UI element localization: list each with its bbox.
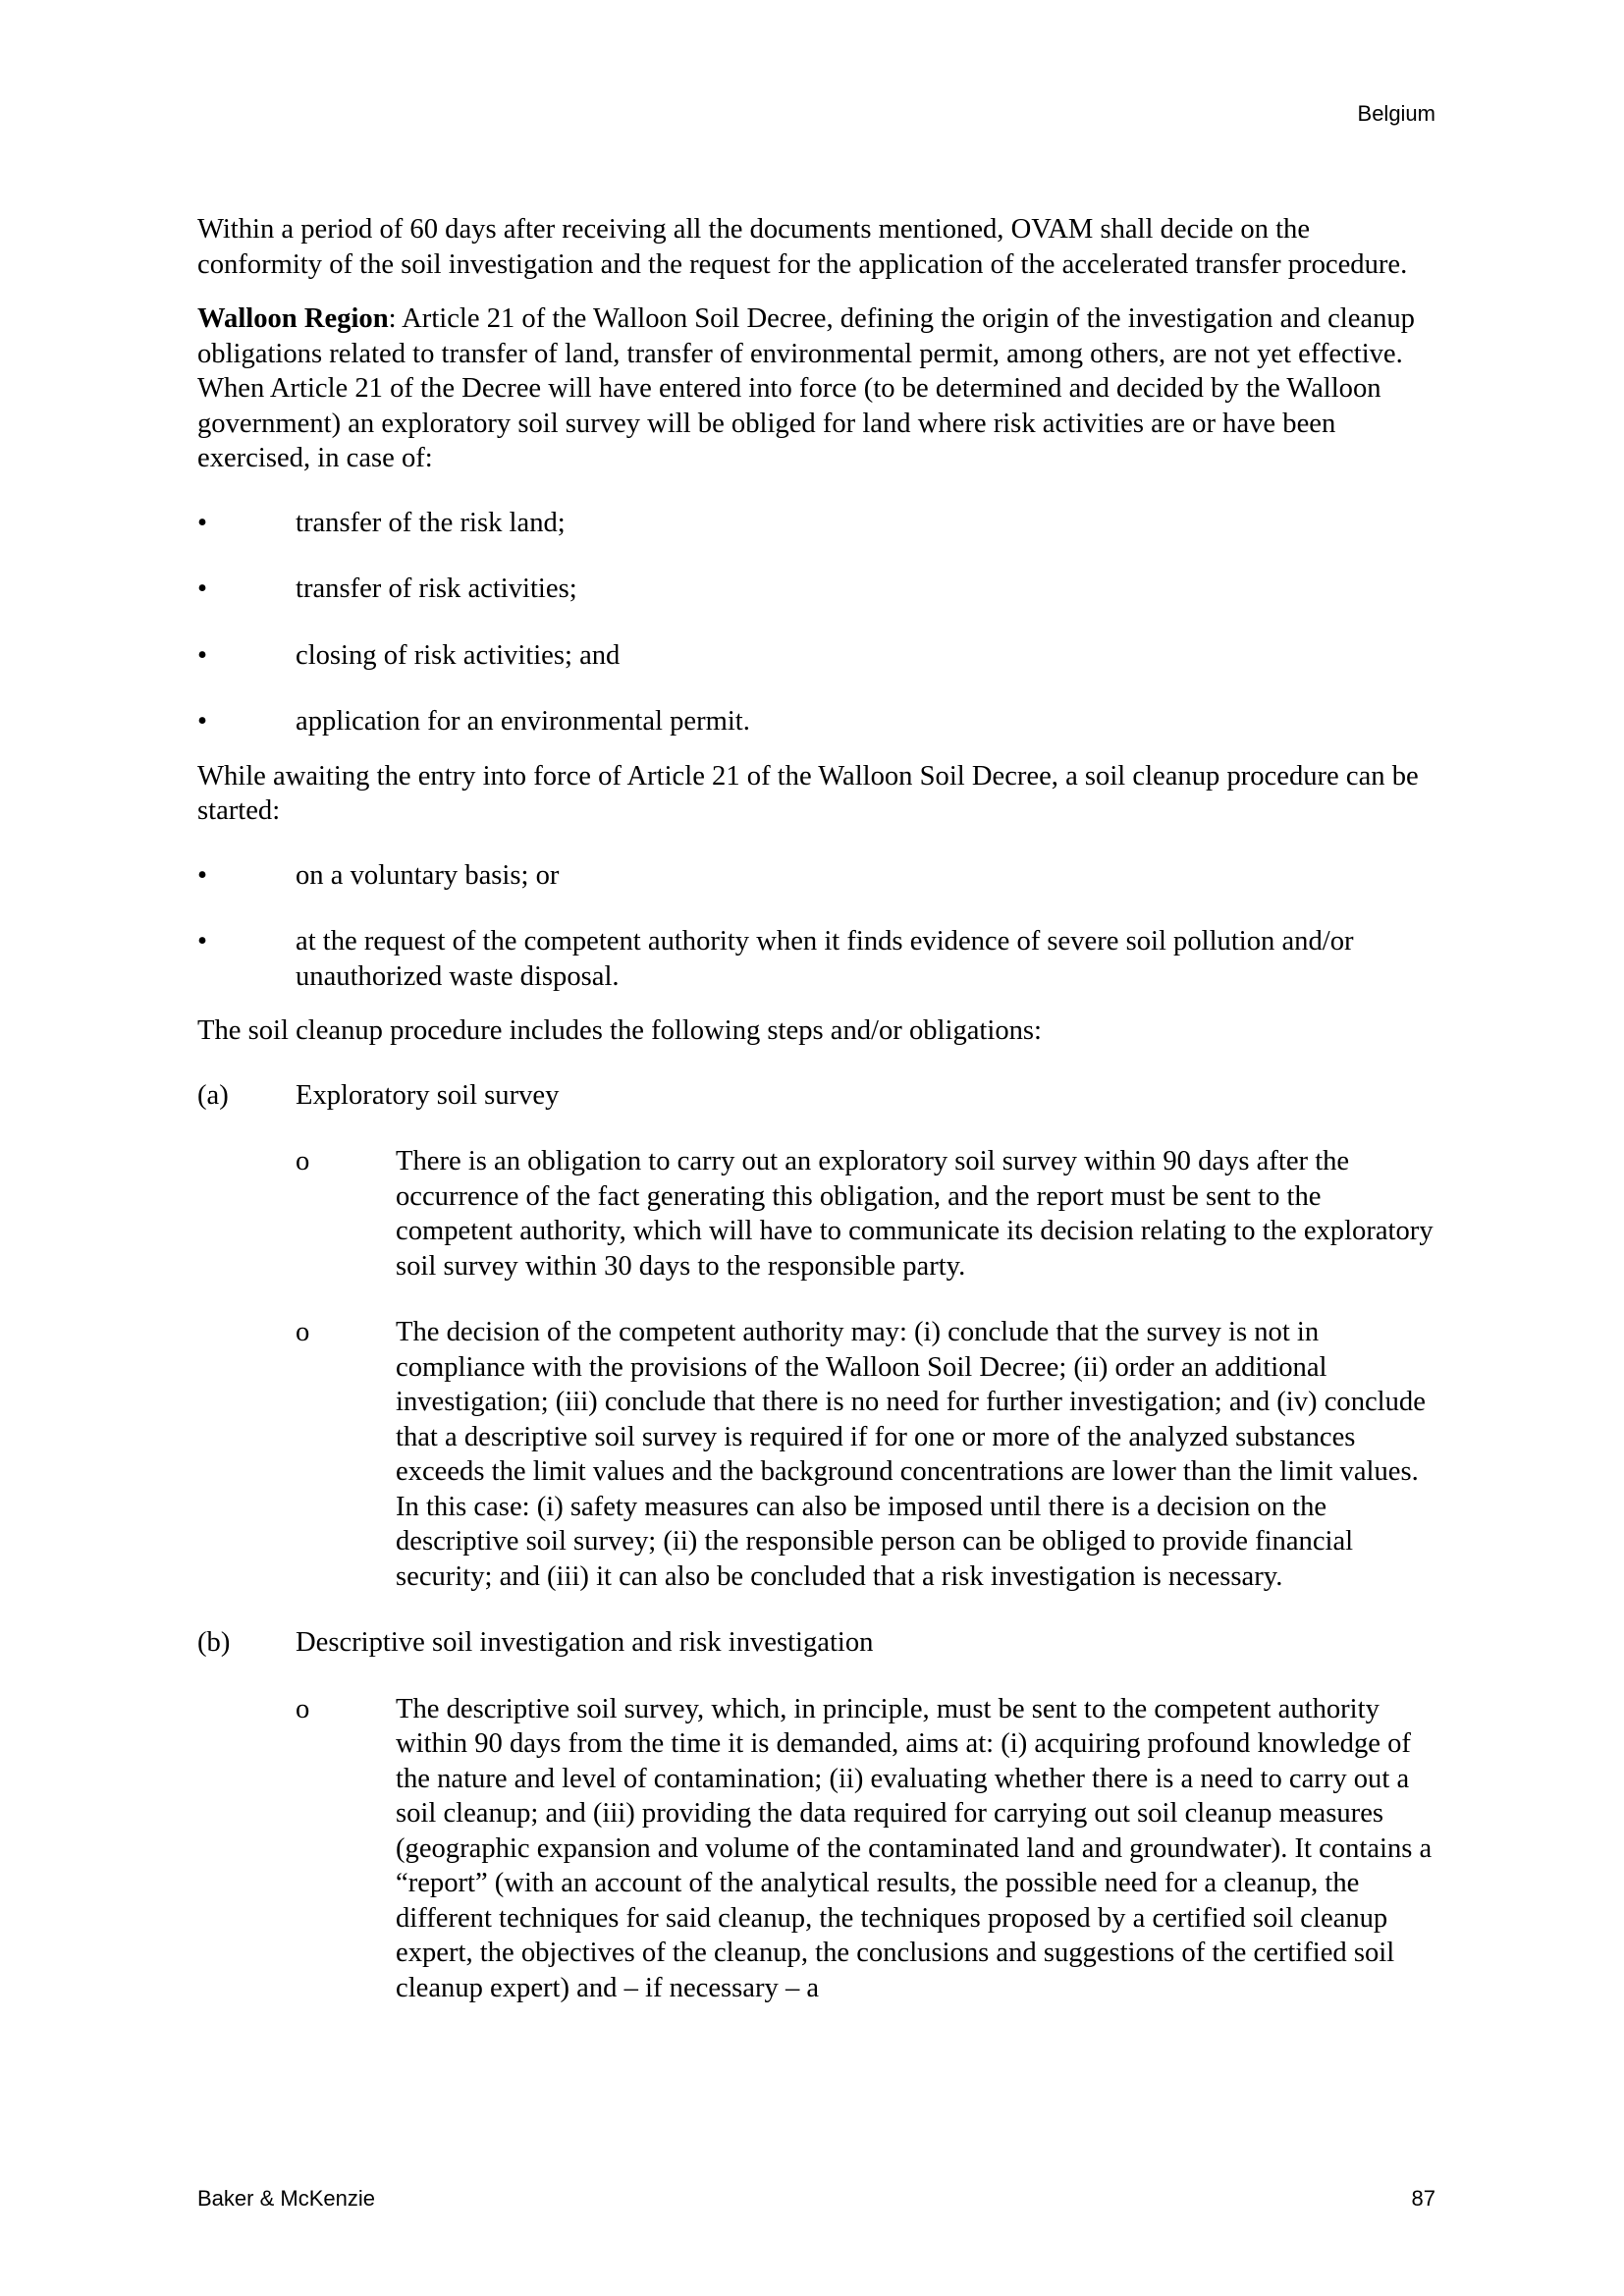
sub-list-item bbox=[197, 1315, 1435, 1594]
list-item bbox=[197, 572, 1435, 607]
list-item-text: at the request of the competent authority when it finds evidence of severe soil pollution and/or unauthorized waste disposal. bbox=[296, 926, 1354, 992]
list-item bbox=[197, 638, 1435, 674]
list-item-text: transfer of risk activities; bbox=[296, 574, 577, 604]
walloon-region-text: : Article 21 of the Walloon Soil Decree, defining the origin of the investigation and cleanup obligations related to transfer of land, transfer of environmental permit, among others, are not yet effective. When Article 21 of the Decree will have entered into force (to be determined and decided by the Walloon government) an exploratory soil survey will be obliged for land where risk activities are or have been exercised, in case of: bbox=[197, 303, 1415, 473]
step-a-marker: (a) bbox=[197, 1079, 229, 1111]
list-item bbox=[197, 858, 1435, 894]
procedure-start-list bbox=[197, 858, 1435, 995]
circle-bullet-icon: o bbox=[296, 1317, 310, 1347]
list-item bbox=[197, 506, 1435, 541]
list-item bbox=[197, 704, 1435, 739]
bullet-icon: • bbox=[197, 574, 208, 604]
list-item-text: on a voluntary basis; or bbox=[296, 859, 560, 891]
sub-list-item bbox=[197, 1144, 1435, 1284]
paragraph-walloon-region bbox=[197, 301, 1435, 476]
sub-list-item bbox=[197, 1692, 1435, 2006]
page-body bbox=[197, 212, 1435, 2037]
list-item-text: closing of risk activities; and bbox=[296, 639, 621, 671]
list-item bbox=[197, 924, 1435, 994]
footer-firm-name: Baker & McKenzie bbox=[197, 2186, 375, 2211]
step-a bbox=[197, 1078, 1435, 1114]
sub-list-item-text: The descriptive soil survey, which, in principle, must be sent to the competent authority within 90 days from the time it is demanded, aims at: (i) acquiring profound knowledge of the nature and level of contamination; (ii) evaluating whether there is a need to carry out a soil cleanup; and (iii) providing the data required for carrying out soil cleanup measures (geographic expansion and volume of the contaminated land and groundwater). It contains a “report” (with an account of the analytical results, the possible need for a cleanup, the different techniques for said cleanup, the techniques proposed by a certified soil cleanup expert, the objectives of the cleanup, the conclusions and suggestions of the certified soil cleanup expert) and – if necessary – a bbox=[396, 1693, 1433, 2003]
bullet-icon: • bbox=[197, 859, 208, 891]
bullet-icon: • bbox=[197, 926, 208, 957]
list-item-text: transfer of the risk land; bbox=[296, 507, 566, 538]
sub-list-item-text: The decision of the competent authority may: (i) conclude that the survey is not in compliance with the provisions of the Walloon Soil Decree; (ii) order an additional investigation; (iii) conclude that there is no need for further investigation; and (iv) conclude that a descriptive soil survey is required if for one or more of the analyzed substances exceeds the limit values and the background concentrations are lower than the limit values. In this case: (i) safety measures can also be imposed until there is a decision on the descriptive soil survey; (ii) the responsible person can be obliged to provide financial security; and (iii) it can also be concluded that a risk investigation is necessary. bbox=[396, 1317, 1426, 1592]
step-b bbox=[197, 1625, 1435, 1661]
circle-bullet-icon: o bbox=[296, 1146, 310, 1176]
step-b-marker: (b) bbox=[197, 1627, 231, 1658]
paragraph-procedure-steps: The soil cleanup procedure includes the following steps and/or obligations: bbox=[197, 1015, 1042, 1046]
risk-events-list bbox=[197, 506, 1435, 739]
step-b-title: Descriptive soil investigation and risk investigation bbox=[296, 1627, 874, 1658]
bullet-icon: • bbox=[197, 639, 208, 671]
running-header: Belgium bbox=[1357, 101, 1435, 126]
step-a-title: Exploratory soil survey bbox=[296, 1079, 560, 1111]
list-item-text: application for an environmental permit. bbox=[296, 706, 750, 737]
paragraph-awaiting-entry: While awaiting the entry into force of Article 21 of the Walloon Soil Decree, a soil cleanup procedure can be started: bbox=[197, 760, 1419, 826]
bullet-icon: • bbox=[197, 706, 208, 737]
circle-bullet-icon: o bbox=[296, 1693, 310, 1724]
bullet-icon: • bbox=[197, 507, 208, 538]
paragraph-ovam-decision: Within a period of 60 days after receiving all the documents mentioned, OVAM shall decide on the conformity of the soil investigation and the request for the application of the accelerated transfer procedure. bbox=[197, 214, 1408, 280]
page-number: 87 bbox=[1411, 2186, 1435, 2211]
sub-list-item-text: There is an obligation to carry out an exploratory soil survey within 90 days after the occurrence of the fact generating this obligation, and the report must be sent to the competent authority, which will have to communicate its decision relating to the exploratory soil survey within 30 days to the responsible party. bbox=[396, 1146, 1434, 1282]
walloon-region-heading: Walloon Region bbox=[197, 303, 389, 334]
